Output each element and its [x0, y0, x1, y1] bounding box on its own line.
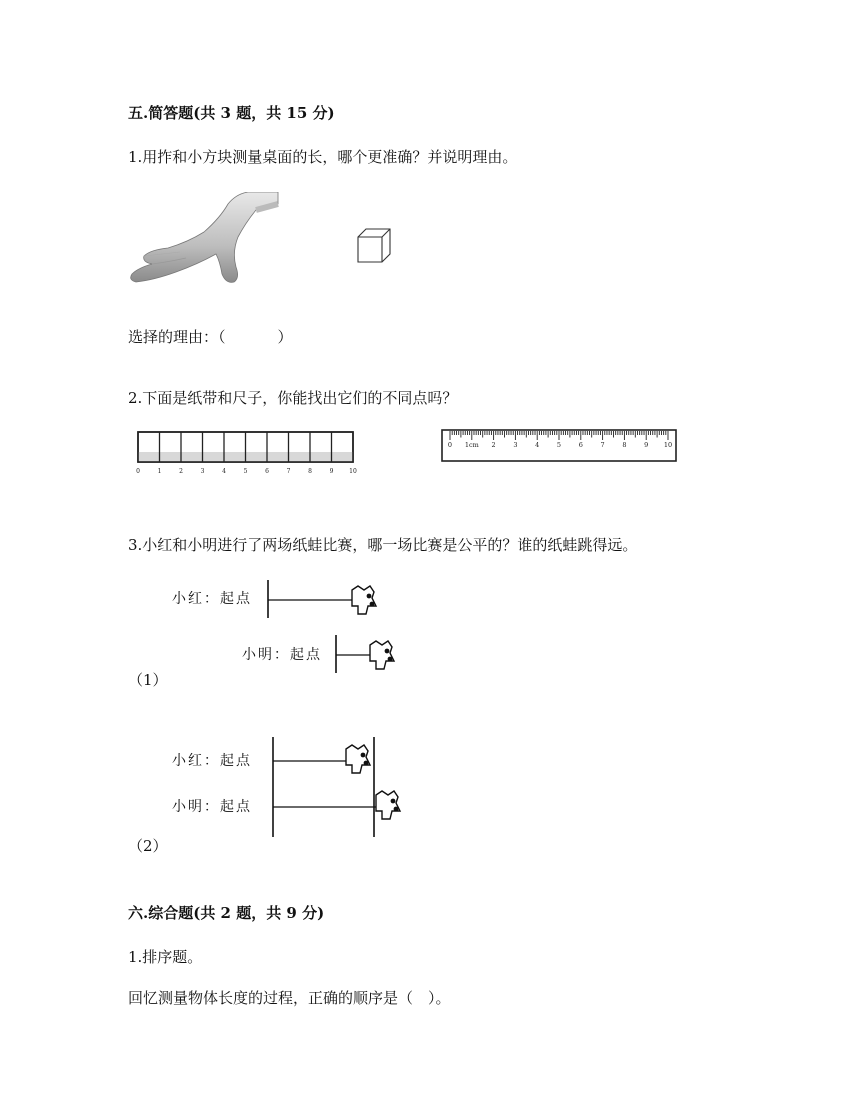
question-3-text: 3.小红和小明进行了两场纸蛙比赛，哪一场比赛是公平的？谁的纸蛙跳得远。 [128, 536, 638, 554]
tape-tick-label: 6 [265, 468, 269, 475]
ruler-tick-label: 3 [513, 441, 518, 449]
ruler-tick-label: 0 [447, 441, 453, 449]
tape-tick-label: 5 [243, 468, 248, 475]
tape-tick-label: 9 [329, 468, 334, 475]
ruler-tick-label: 9 [644, 441, 649, 449]
tape-tick-label: 3 [200, 468, 205, 475]
tape-tick-label: 4 [222, 468, 226, 475]
tape-tick-label: 1 [157, 468, 162, 475]
race2-xiaoming-label: 小明：起点 [172, 799, 252, 815]
section6-question-1-sub: 回忆测量物体长度的过程，正确的顺序是（ ）。 [128, 989, 451, 1007]
race2-caption: （2） [128, 837, 168, 855]
tape-tick-label: 7 [286, 468, 291, 475]
race2-xiaohong-frog-icon [346, 745, 370, 773]
hand-span-illustration [128, 192, 288, 287]
section6-heading: 六.综合题(共 2 题，共 9 分) [128, 904, 325, 922]
race2-xiaoming-frog-icon [376, 791, 400, 819]
race1-xiaoming-track [332, 633, 412, 675]
race1-xiaohong-track [264, 578, 394, 620]
tape-tick-label: 8 [308, 468, 312, 475]
race2-xiaohong-label: 小红：起点 [172, 753, 252, 769]
race1-xiaoming-frog-icon [370, 641, 394, 669]
question-2-text: 2.下面是纸带和尺子，你能找出它们的不同点吗？ [128, 389, 458, 407]
reason-label [128, 327, 293, 347]
race1-xiaohong-label: 小红：起点 [172, 591, 252, 607]
section5-heading: 五.简答题(共 3 题，共 15 分) [128, 104, 335, 122]
paper-tape-illustration [134, 430, 359, 480]
tape-tick-label: 2 [179, 468, 183, 475]
tape-tick-label: 0 [136, 468, 140, 475]
ruler-tick-label: 1cm [464, 441, 479, 449]
question-1-text: 1.用拃和小方块测量桌面的长，哪个更准确？并说明理由。 [128, 148, 518, 166]
ruler-tick-label: 10 [663, 441, 673, 449]
reason-close-text: ） [277, 328, 293, 346]
tape-tick-label: 10 [349, 468, 357, 475]
race1-xiaoming-label: 小明：起点 [242, 647, 322, 663]
ruler-tick-label: 6 [578, 441, 583, 449]
section6-question-1-text: 1.排序题。 [128, 948, 203, 966]
race1-caption: （1） [128, 671, 168, 689]
ruler-tick-label: 7 [600, 441, 605, 449]
small-cube-illustration [354, 226, 394, 266]
ruler-tick-label: 5 [556, 441, 562, 449]
ruler-illustration [440, 428, 680, 466]
reason-open-text: 选择的理由：（ [128, 328, 226, 346]
ruler-tick-label: 4 [535, 441, 540, 449]
ruler-tick-label: 2 [491, 441, 496, 449]
race1-xiaohong-frog-icon [352, 586, 376, 614]
ruler-tick-label: 8 [622, 441, 627, 449]
race2-track [266, 735, 416, 840]
